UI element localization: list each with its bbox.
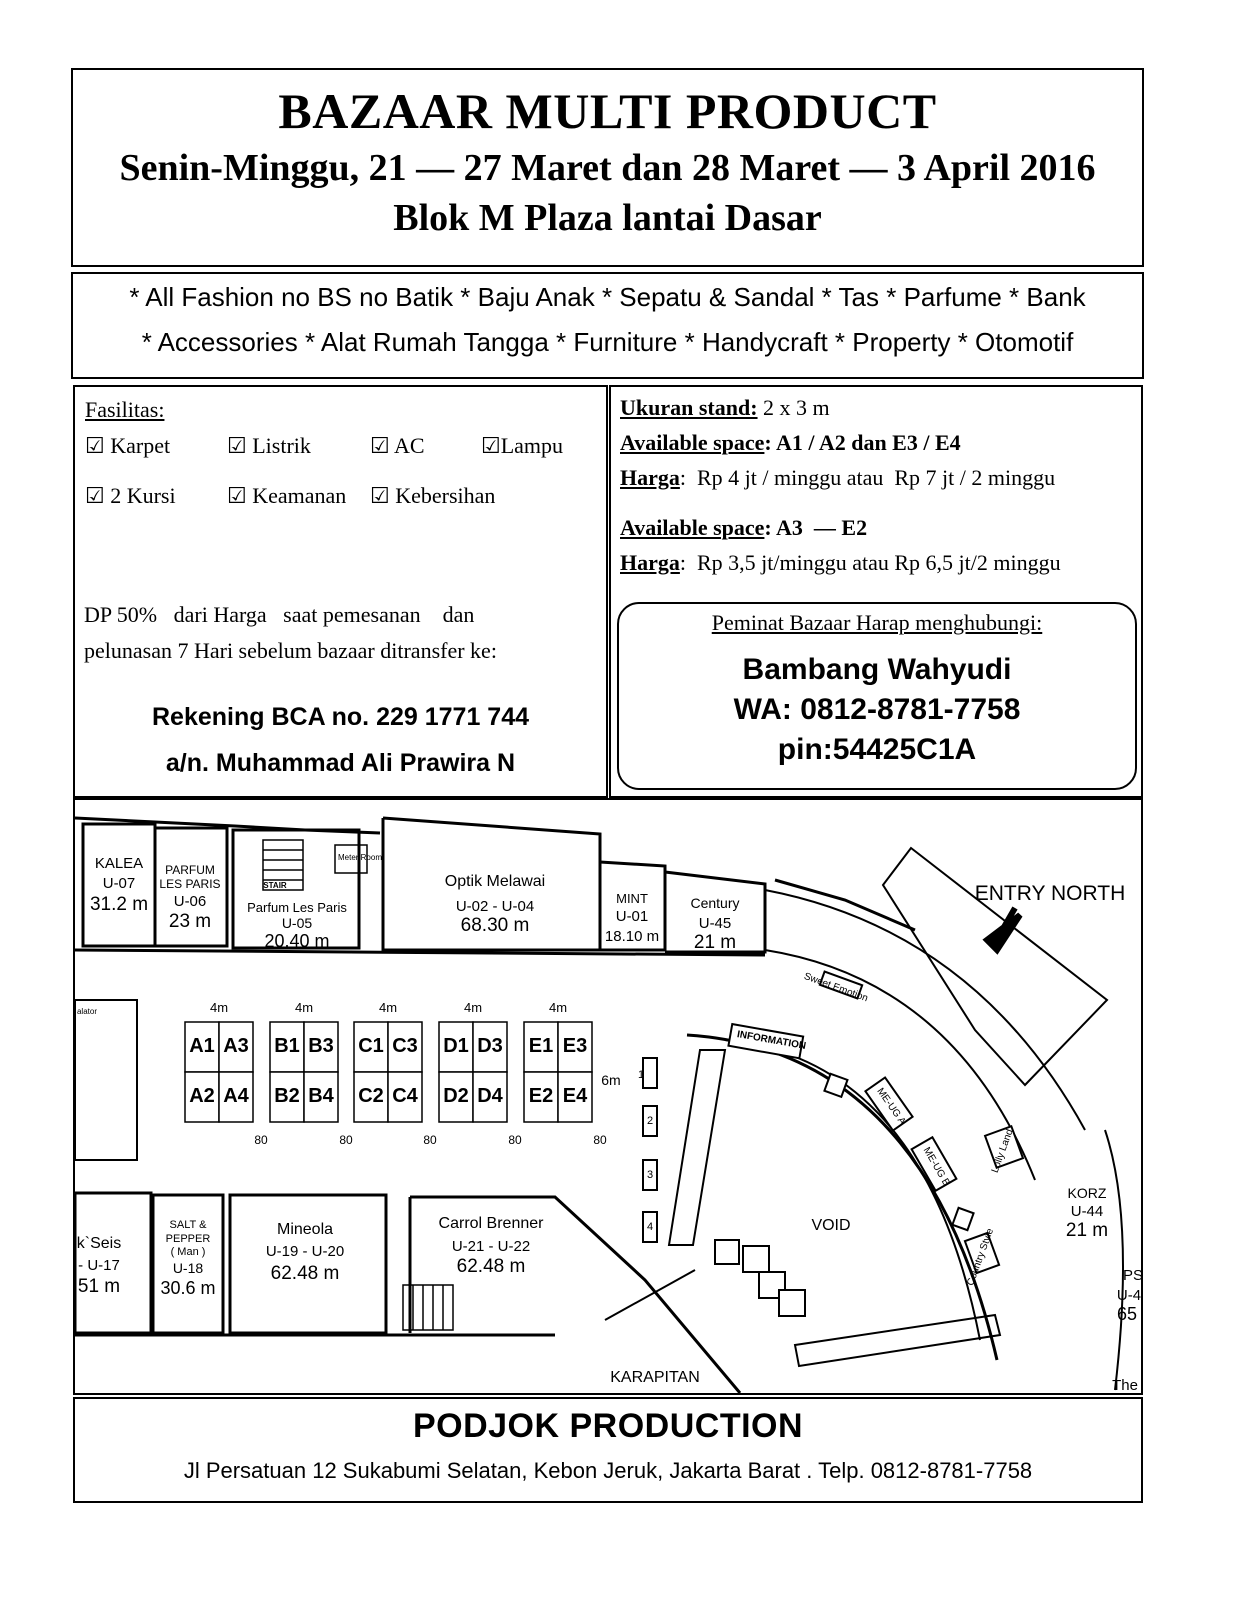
company-name: PODJOK PRODUCTION <box>412 1407 804 1445</box>
store-mineola-size: 62.48 m <box>270 1263 340 1284</box>
store-ps-unit: U-4 <box>1116 1287 1142 1304</box>
store-century-unit: U-45 <box>698 915 732 932</box>
facility-item: ☑ 2 Kursi <box>85 483 176 508</box>
stand-d3-label: D3 <box>477 1035 503 1057</box>
payment-terms <box>84 597 497 669</box>
six-m-label: 6m <box>601 1072 621 1088</box>
contact-title: Peminat Bazaar Harap menghubungi: <box>711 610 1043 635</box>
product-categories-row-1: * All Fashion no BS no Batik * Baju Anak * Sepatu & Sandal * Tas * Parfume * Bank <box>129 282 1086 312</box>
stand-d2-label: D2 <box>443 1085 469 1107</box>
available-space-1-value: : A1 / A2 dan E3 / E4 <box>764 430 961 455</box>
stand-b1-label: B1 <box>274 1035 300 1057</box>
price-1 <box>620 465 1055 491</box>
east-wall-curve <box>1105 1130 1123 1390</box>
contact-name: Bambang Wahyudi <box>742 653 1012 686</box>
footer-box <box>73 1397 1143 1503</box>
store-korz-unit: U-44 <box>1070 1203 1104 1220</box>
kiosk-4-label: 4 <box>646 1221 654 1233</box>
page-title: BAZAAR MULTI PRODUCT <box>278 83 937 139</box>
floor-plan-drawing <box>75 800 1144 1394</box>
store-optik-name: Optik Melawai <box>444 873 546 890</box>
store-salt-size: 30.6 m <box>160 1278 216 1298</box>
store-korz-size: 21 m <box>1065 1220 1109 1241</box>
stand-width-label: 4m <box>463 1000 483 1015</box>
store-seis-size: 51 m <box>77 1276 121 1297</box>
stand-c1-label: C1 <box>358 1035 384 1057</box>
company-address: Jl Persatuan 12 Sukabumi Selatan, Kebon Jeruk, Jakarta Barat . Telp. 0812-8781-7758 <box>183 1458 1033 1483</box>
store-optik-size: 68.30 m <box>460 915 530 936</box>
event-venue: Blok M Plaza lantai Dasar <box>393 197 822 239</box>
column-spacing-label: 80 <box>254 1133 268 1147</box>
escalators <box>669 1050 1000 1366</box>
store-the-name: The <box>1112 1377 1138 1394</box>
facility-item: ☑ Keamanan <box>227 483 347 508</box>
stand-e1-label: E1 <box>528 1035 554 1057</box>
store-century-size: 21 m <box>693 932 737 953</box>
facility-item: ☑ AC <box>370 433 425 458</box>
bank-account-number: Rekening BCA no. 229 1771 744 <box>151 703 529 731</box>
facility-item: ☑ Karpet <box>85 433 171 458</box>
kiosk-3-label: 3 <box>646 1169 654 1181</box>
entry-arc-outer <box>775 880 915 930</box>
bank-account-name: a/n. Muhammad Ali Prawira N <box>165 749 516 777</box>
stand-e2-label: E2 <box>528 1085 554 1107</box>
store-korz-name: KORZ <box>1067 1185 1107 1201</box>
stand-width-label: 4m <box>378 1000 398 1015</box>
contact-whatsapp: WA: 0812-8781-7758 <box>733 693 1021 726</box>
country-style-label: Country Style <box>965 1227 997 1288</box>
me-ug-b-label: ME-UG B <box>920 1145 952 1189</box>
stand-c4-label: C4 <box>392 1085 418 1107</box>
product-categories-row-2: * Accessories * Alat Rumah Tangga * Furniture * Handycraft * Property * Otomotif <box>141 327 1074 357</box>
store-salt-name2: PEPPER <box>165 1233 211 1245</box>
floor-plan-map <box>73 798 1143 1395</box>
header-box <box>71 68 1144 267</box>
store-ps-size: 65 <box>1116 1304 1138 1324</box>
store-parfum-size: 23 m <box>168 911 212 932</box>
facility-item: ☑ Listrik <box>227 433 311 458</box>
stand-width-label: 4m <box>548 1000 568 1015</box>
karapitan-label: KARAPITAN <box>610 1369 700 1386</box>
price-2-value: : Rp 3,5 jt/minggu atau Rp 6,5 jt/2 minggu <box>679 550 1061 575</box>
product-categories-box <box>71 272 1144 379</box>
facilities-box <box>73 385 608 798</box>
available-space-2 <box>620 515 867 541</box>
stand-width-label: 4m <box>209 1000 229 1015</box>
column-spacing-label: 80 <box>339 1133 353 1147</box>
facilities-list <box>85 433 596 543</box>
stand-size-value: 2 x 3 m <box>757 395 830 420</box>
column-spacing-label: 80 <box>593 1133 607 1147</box>
store-mineola-name: Mineola <box>276 1221 334 1238</box>
lolly-land-label: Lolly Land <box>989 1127 1016 1175</box>
price-1-label: Harga <box>620 465 680 490</box>
store-mint-unit: U-01 <box>615 908 649 925</box>
stand-size <box>620 395 830 421</box>
meter-room-label: Meter Room <box>337 853 383 862</box>
stand-d1-label: D1 <box>443 1035 469 1057</box>
escalator-block <box>75 1000 137 1160</box>
kiosk-2-label: 2 <box>646 1115 654 1127</box>
payment-terms-line-2: pelunasan 7 Hari sebelum bazaar ditransfer ke: <box>84 638 497 663</box>
available-space-2-label: Available space <box>620 515 765 540</box>
store-seis-unit: - U-17 <box>78 1257 120 1274</box>
available-space-2-value: : A3 — E2 <box>764 515 868 540</box>
store-ps-name: PS <box>1122 1267 1144 1284</box>
stair-label: STAIR <box>263 881 287 890</box>
store-kalea-unit: U-07 <box>102 875 136 892</box>
store-carrol-unit: U-21 - U-22 <box>451 1238 531 1255</box>
event-dates: Senin-Minggu, 21 — 27 Maret dan 28 Maret — 3 April 2016 <box>119 147 1096 189</box>
pricing-box <box>609 385 1143 798</box>
store-kalea-size: 31.2 m <box>89 894 149 915</box>
void-label: VOID <box>811 1217 851 1234</box>
store-salt-name: SALT & <box>169 1219 207 1231</box>
store-parfum-name2: LES PARIS <box>159 877 221 891</box>
stand-e3-label: E3 <box>562 1035 588 1057</box>
stand-size-label: Ukuran stand: <box>620 395 758 420</box>
store-carrol-name: Carrol Brenner <box>438 1215 544 1232</box>
contact-box <box>617 602 1137 790</box>
entry-north-label: ENTRY NORTH <box>974 882 1126 905</box>
stand-b4-label: B4 <box>308 1085 334 1107</box>
store-parfum2-name: Parfum Les Paris <box>247 900 347 915</box>
walkway-outer-curve <box>765 890 1085 1130</box>
contact-pin: pin:54425C1A <box>777 733 977 766</box>
stand-a1-label: A1 <box>189 1035 215 1057</box>
price-2-label: Harga <box>620 550 680 575</box>
sweet-emotion-label: Sweet Emotion <box>802 970 870 1005</box>
available-space-1-label: Available space <box>620 430 765 455</box>
escalator-label: alator <box>76 1007 98 1016</box>
price-1-value: : Rp 4 jt / minggu atau Rp 7 jt / 2 minggu <box>679 465 1056 490</box>
facilities-heading: Fasilitas: <box>85 397 165 422</box>
stand-d4-label: D4 <box>477 1085 503 1107</box>
store-parfum-unit: U-06 <box>173 893 207 910</box>
stand-a4-label: A4 <box>223 1085 249 1107</box>
me-ug-a-label: ME-UG A <box>874 1086 908 1128</box>
information-label: INFORMATION <box>736 1029 807 1053</box>
store-century-name: Century <box>690 895 740 911</box>
column-spacing-label: 80 <box>423 1133 437 1147</box>
facility-item: ☑ Kebersihan <box>370 483 496 508</box>
stand-e4-label: E4 <box>562 1085 588 1107</box>
store-salt-name3: ( Man ) <box>170 1246 206 1258</box>
stand-a2-label: A2 <box>189 1085 215 1107</box>
stand-a3-label: A3 <box>223 1035 249 1057</box>
kiosk-1-label: 1 <box>637 1069 645 1081</box>
store-kalea-name: KALEA <box>94 855 144 872</box>
store-mint-size: 18.10 m <box>604 928 660 945</box>
stand-b2-label: B2 <box>274 1085 300 1107</box>
store-parfum-name: PARFUM <box>165 863 215 877</box>
stand-grid <box>185 1000 607 1147</box>
store-salt-unit: U-18 <box>172 1260 204 1276</box>
column-spacing-label: 80 <box>508 1133 522 1147</box>
stand-b3-label: B3 <box>308 1035 334 1057</box>
stand-width-label: 4m <box>294 1000 314 1015</box>
stand-c3-label: C3 <box>392 1035 418 1057</box>
store-optik-unit: U-02 - U-04 <box>455 898 535 915</box>
payment-terms-line-1: DP 50% dari Harga saat pemesanan dan <box>84 602 475 627</box>
store-carrol-size: 62.48 m <box>456 1256 526 1277</box>
store-mint-name: MINT <box>616 891 648 906</box>
store-parfum2-unit: U-05 <box>281 915 313 931</box>
available-space-1 <box>620 430 961 456</box>
price-2 <box>620 550 1061 576</box>
stand-c2-label: C2 <box>358 1085 384 1107</box>
facility-item: ☑Lampu <box>481 433 564 458</box>
void-kiosks <box>643 972 1023 1316</box>
store-mineola-unit: U-19 - U-20 <box>265 1243 345 1260</box>
karapitan-wall <box>605 1270 695 1320</box>
store-parfum2-size: 20.40 m <box>264 931 330 951</box>
store-seis-name: k`Seis <box>76 1235 122 1252</box>
